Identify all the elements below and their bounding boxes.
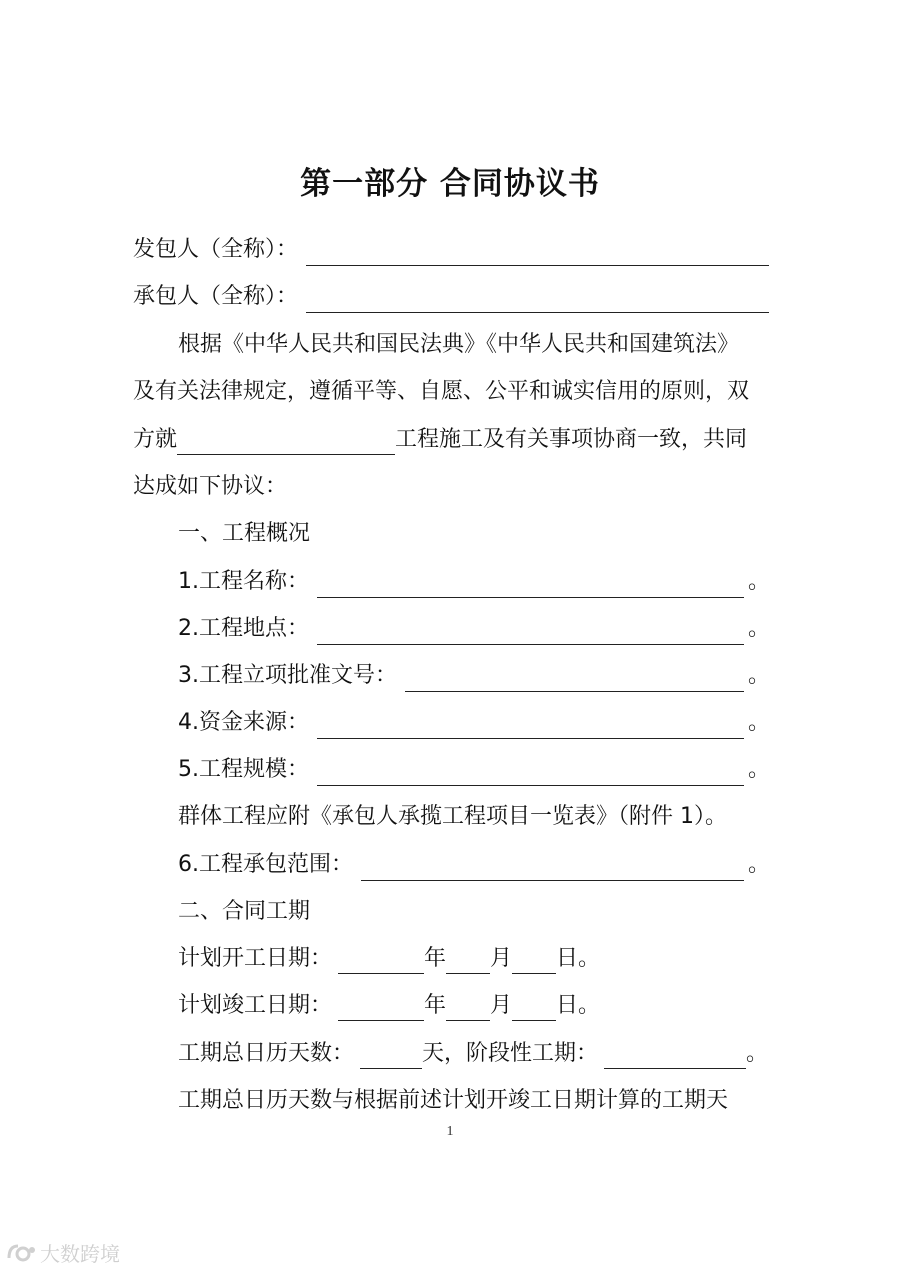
stage-duration-blank[interactable]	[604, 1040, 746, 1069]
duration-unit: 天，阶段性工期：	[422, 1041, 599, 1066]
duration-note-line: 工期总日历天数与根据前述计划开竣工日期计算的工期天	[178, 1088, 729, 1113]
item1-blank[interactable]	[317, 567, 744, 598]
contractor-label: 承包人（全称）：	[133, 284, 299, 309]
group-project-note: 群体工程应附《承包人承揽工程项目一览表》（附件 1）。	[178, 804, 727, 829]
contractor-line	[133, 277, 769, 317]
item-project-name	[178, 562, 770, 602]
duration-days-blank[interactable]	[360, 1040, 422, 1069]
item5-period: 。	[747, 757, 770, 782]
item4-label: 4.资金来源：	[178, 710, 309, 735]
watermark-logo-icon	[6, 1242, 36, 1264]
planned-start-date	[178, 939, 600, 979]
finish-month-blank[interactable]	[446, 992, 490, 1021]
item6-period: 。	[747, 852, 770, 877]
watermark-text: 大数跨境	[40, 1242, 120, 1266]
item-approval-number	[178, 656, 770, 696]
para1-line2: 及有关法律规定，遵循平等、自愿、公平和诚实信用的原则，双	[133, 379, 750, 404]
item6-blank[interactable]	[361, 850, 744, 881]
para1-line1: 根据《中华人民共和国民法典》《中华人民共和国建筑法》	[178, 332, 740, 357]
item-project-location	[178, 609, 770, 649]
page-number: 1	[446, 1124, 454, 1139]
start-day-blank[interactable]	[512, 945, 556, 974]
section-heading-1: 一、工程概况	[178, 521, 311, 546]
start-year-label: 年	[424, 946, 447, 971]
item3-period: 。	[747, 663, 770, 688]
item4-period: 。	[747, 710, 770, 735]
para1-line3	[133, 420, 747, 460]
start-year-blank[interactable]	[338, 945, 424, 974]
finish-year-blank[interactable]	[338, 992, 424, 1021]
finish-day-label: 日。	[556, 993, 601, 1018]
watermark	[6, 1238, 120, 1267]
item2-period: 。	[747, 616, 770, 641]
employer-line	[133, 230, 769, 270]
planned-finish-date	[178, 986, 600, 1026]
start-month-blank[interactable]	[446, 945, 490, 974]
item6-label: 6.工程承包范围：	[178, 852, 353, 877]
start-label: 计划开工日期：	[178, 946, 333, 971]
finish-label: 计划竣工日期：	[178, 993, 333, 1018]
item3-blank[interactable]	[405, 661, 744, 692]
item3-label: 3.工程立项批准文号：	[178, 663, 397, 688]
start-month-label: 月	[490, 946, 513, 971]
item1-period: 。	[747, 569, 770, 594]
page-title: 第一部分 合同协议书	[300, 166, 600, 202]
para1-line3-post: 工程施工及有关事项协商一致，共同	[395, 427, 748, 452]
item4-blank[interactable]	[317, 708, 744, 739]
finish-month-label: 月	[490, 993, 513, 1018]
finish-day-blank[interactable]	[512, 992, 556, 1021]
item-project-scale	[178, 750, 770, 790]
item5-blank[interactable]	[317, 755, 744, 786]
project-name-blank[interactable]	[177, 426, 395, 455]
start-day-label: 日。	[556, 946, 601, 971]
item2-label: 2.工程地点：	[178, 616, 309, 641]
item5-label: 5.工程规模：	[178, 757, 309, 782]
para1-line4: 达成如下协议：	[133, 474, 288, 499]
section-heading-2: 二、合同工期	[178, 899, 311, 924]
duration-label: 工期总日历天数：	[178, 1041, 355, 1066]
para1-line3-pre: 方就	[133, 427, 178, 452]
contractor-blank[interactable]	[306, 282, 769, 313]
total-duration-line	[178, 1034, 768, 1074]
duration-period: 。	[746, 1041, 769, 1066]
employer-blank[interactable]	[306, 235, 769, 266]
item2-blank[interactable]	[317, 614, 744, 645]
employer-label: 发包人（全称）：	[133, 237, 299, 262]
item-fund-source	[178, 703, 770, 743]
item1-label: 1.工程名称：	[178, 569, 309, 594]
finish-year-label: 年	[424, 993, 447, 1018]
item-contract-scope	[178, 845, 770, 885]
